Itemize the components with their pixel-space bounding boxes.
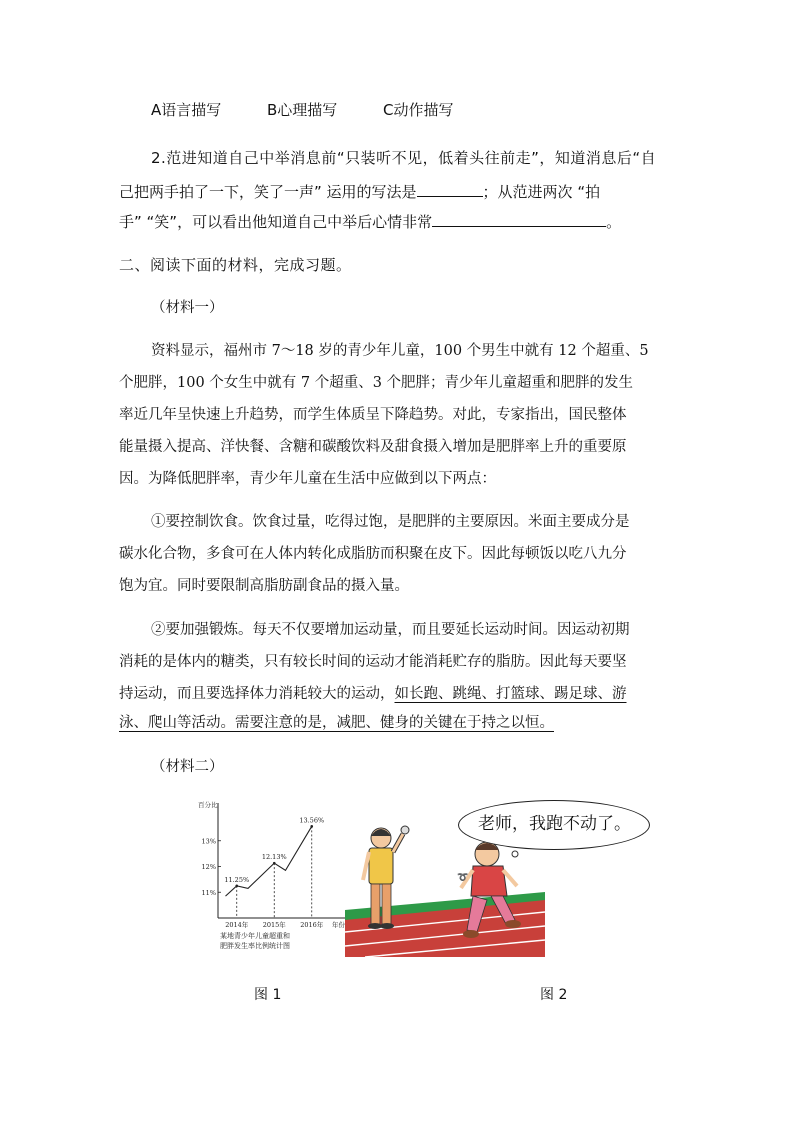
line-chart	[198, 795, 348, 955]
option-a: A语言描写	[151, 101, 222, 119]
material-1-p1-line: 资料显示，福州市 7～18 岁的青少年儿童，100 个男生中就有 12 个超重、5	[151, 343, 649, 359]
speech-text: 老师，我跑不动了。	[478, 814, 631, 834]
x-tick-label: 2015年	[262, 921, 286, 929]
material-1-p3-plain: 持运动，而且要选择体力消耗较大的运动，	[119, 686, 395, 702]
material-1-p1-line: 率近几年呈快速上升趋势，而学生体质呈下降趋势。对此，专家指出，国民整体	[119, 407, 627, 423]
figure-2-label: 图 2	[540, 987, 568, 1003]
section-2-title: 二、阅读下面的材料，完成习题。	[119, 256, 352, 274]
data-point	[310, 825, 313, 828]
series-line	[226, 826, 312, 896]
x-tick-label: 2016年	[300, 921, 324, 929]
data-label: 12.13%	[261, 853, 287, 862]
question-2-text-cont: ；从范进两次 “拍	[482, 183, 601, 201]
data-label: 13.56%	[299, 816, 325, 825]
data-label: 11.25%	[224, 875, 250, 884]
data-point	[235, 885, 238, 888]
y-tick-label: 12%	[201, 863, 216, 871]
material-1-p3-underlined: 如长跑、跳绳、打篮球、踢足球、游	[394, 686, 627, 702]
x-axis-label: 年份	[332, 921, 345, 929]
chart-caption: 某地青少年儿童超重和	[220, 932, 290, 940]
question-2-text: 己把两手拍了一下，笑了一声” 运用的写法是	[119, 183, 417, 201]
y-axis-label: 百分比	[198, 801, 218, 809]
material-1-p1-line: 个肥胖，100 个女生中就有 7 个超重、3 个肥胖；青少年儿童超重和肥胖的发生	[119, 375, 634, 391]
material-1-p1-line: 能量摄入提高、洋快餐、含糖和碳酸饮料及甜食摄入增加是肥胖率上升的重要原	[119, 439, 627, 455]
question-2-line-1: 2.范进知道自己中举消息前“只装听不见，低着头往前走”，知道消息后“自	[151, 149, 657, 167]
option-b: B心理描写	[267, 101, 338, 119]
material-1-p3-underlined-line: 泳、爬山等活动。需要注意的是，减肥、健身的关键在于持之以恒。	[119, 715, 554, 731]
material-1-p3-line-3	[119, 684, 627, 704]
question-2-line-2	[119, 181, 600, 202]
answer-blank-technique[interactable]	[417, 181, 483, 197]
question-2-text-3: 手” “笑”，可以看出他知道自己中举后心情非常	[119, 213, 433, 231]
material-1-p1-line: 因。为降低肥胖率，青少年儿童在生活中应做到以下两点：	[119, 471, 496, 487]
y-tick-label: 13%	[201, 837, 216, 846]
thought-bubble-small	[512, 851, 518, 857]
svg-text:➰: ➰	[457, 873, 469, 883]
material-1-p3-line: ②要加强锻炼。每天不仅要增加运动量，而且要延长运动时间。因运动初期	[151, 622, 630, 638]
material-2-label: （材料二）	[151, 759, 224, 775]
material-1-label: （材料一）	[151, 300, 224, 316]
material-1-p2-line: ①要控制饮食。饮食过量，吃得过饱，是肥胖的主要原因。米面主要成分是	[151, 514, 630, 530]
data-point	[273, 862, 276, 865]
material-1-p2-line: 饱为宜。同时要限制高脂肪副食品的摄入量。	[119, 578, 409, 594]
option-c: C动作描写	[383, 101, 454, 119]
material-1-p2-line: 碳水化合物，多食可在人体内转化成脂肪而积聚在皮下。因此每顿饭以吃八九分	[119, 546, 627, 562]
question-2-end: 。	[606, 213, 622, 231]
chart-caption: 肥胖发生率比例统计图	[220, 942, 290, 950]
question-2-line-3	[119, 211, 621, 232]
y-tick-label: 11%	[201, 888, 216, 897]
answer-blank-mood[interactable]	[432, 211, 606, 227]
material-1-p3-line: 消耗的是体内的糖类，只有较长时间的运动才能消耗贮存的脂肪。因此每天要坚	[119, 654, 627, 670]
figure-1-label: 图 1	[254, 987, 282, 1003]
x-tick-label: 2014年	[225, 921, 249, 929]
